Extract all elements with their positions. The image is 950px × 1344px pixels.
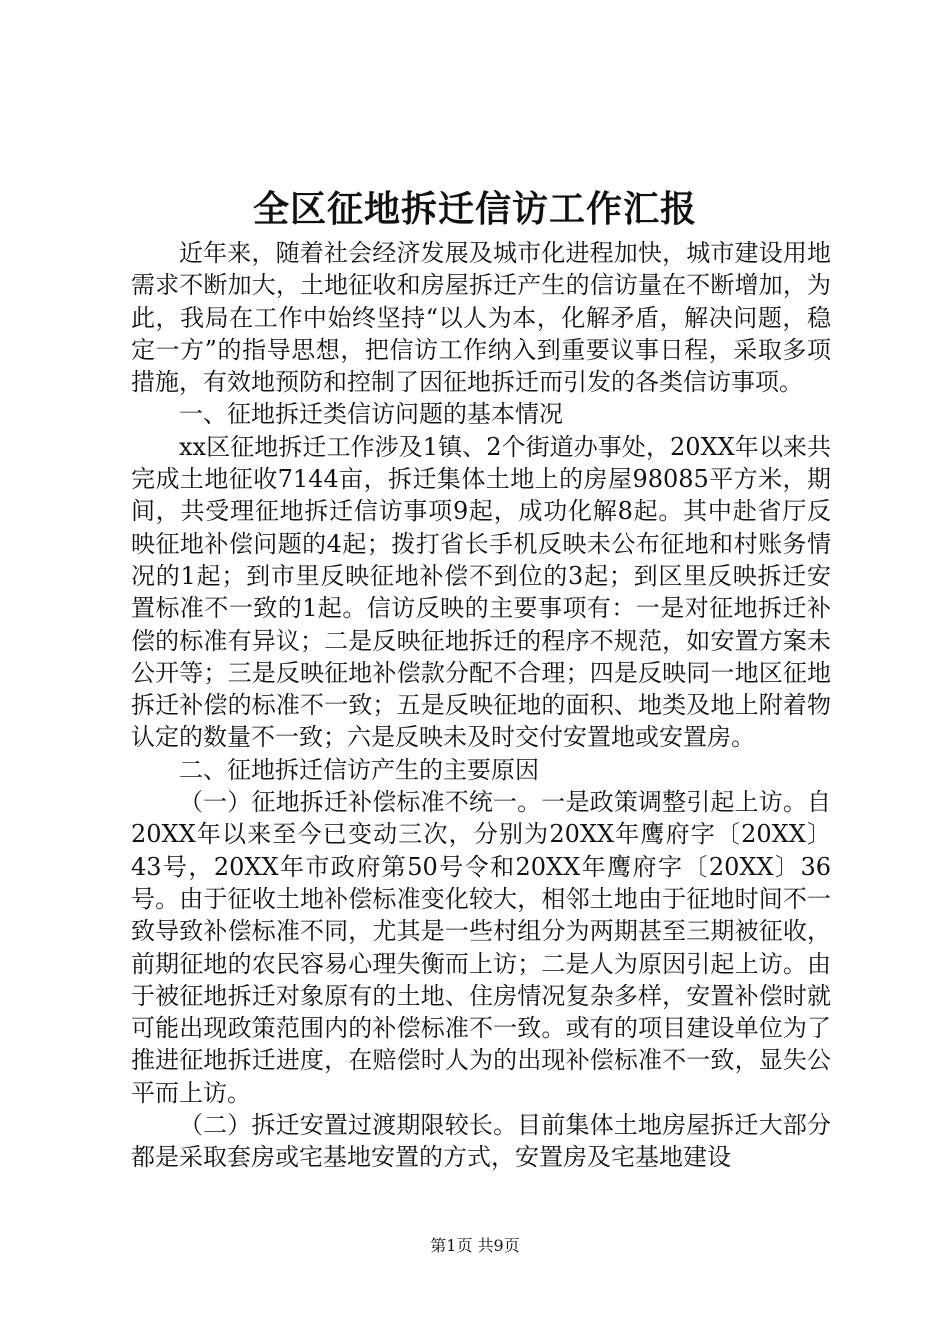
section-heading-1: 一、征地拆迁类信访问题的基本情况 xyxy=(179,400,563,429)
section-heading-2: 二、征地拆迁信访产生的主要原因 xyxy=(179,755,539,784)
paragraph-situation: xx区征地拆迁工作涉及1镇、2个街道办事处，20XX年以来共完成土地征收7144亩，拆迁集体土地上的房屋98085平方米，期间，共受理征地拆迁信访事项9起，成功化解8起。其中赴省厅反映征地补偿问题的4起；拨打省长手机反映未公布征地和村账务情况的1起；到市里反映征地补偿不到位的3起；到区里反映拆迁安置标准不一致的1起。信访反映的主要事项有：一是对征地拆迁补偿的标准有异议；二是反映征地拆迁的程序不规范，如安置方案未公开等；三是反映征地补偿款分配不合理；四是反映同一地区征地拆迁补偿的标准不一致；五是反映征地的面积、地类及地上附着物认定的数量不一致；六是反映未及时交付安置地或安置房。 xyxy=(131,432,831,752)
paragraph-intro: 近年来，随着社会经济发展及城市化进程加快，城市建设用地需求不断加大，土地征收和房屋拆迁产生的信访量在不断增加，为此，我局在工作中始终坚持“以人为本，化解矛盾，解决问题，稳定一方”的指导思想，把信访工作纳入到重要议事日程，采取多项措施，有效地预防和控制了因征地拆迁而引发的各类信访事项。 xyxy=(131,239,831,397)
paragraph-reason-1: （一）征地拆迁补偿标准不统一。一是政策调整引起上访。自20XX年以来至今已变动三次，分别为20XX年鹰府字〔20XX〕43号，20XX年市政府第50号令和20XX年鹰府字〔20XX〕36号。由于征收土地补偿标准变化较大，相邻土地由于征地时间不一致导致补偿标准不同，尤其是一些村组分为两期甚至三期被征收，前期征地的农民容易心理失衡而上访；二是人为原因引起上访。由于被征地拆迁对象原有的土地、住房情况复杂多样，安置补偿时就可能出现政策范围内的补偿标准不一致。或有的项目建设单位为了推进征地拆迁进度，在赔偿时人为的出现补偿标准不一致，显失公平而上访。 xyxy=(131,788,831,1107)
page-number-footer: 第1页 共9页 xyxy=(430,1236,520,1255)
document-body xyxy=(131,237,831,1174)
paragraph-reason-2: （二）拆迁安置过渡期限较长。目前集体土地房屋拆迁大部分都是采取套房或宅基地安置的方式，安置房及宅基地建设 xyxy=(131,1111,831,1172)
document-title: 全区征地拆迁信访工作汇报 xyxy=(252,188,697,230)
